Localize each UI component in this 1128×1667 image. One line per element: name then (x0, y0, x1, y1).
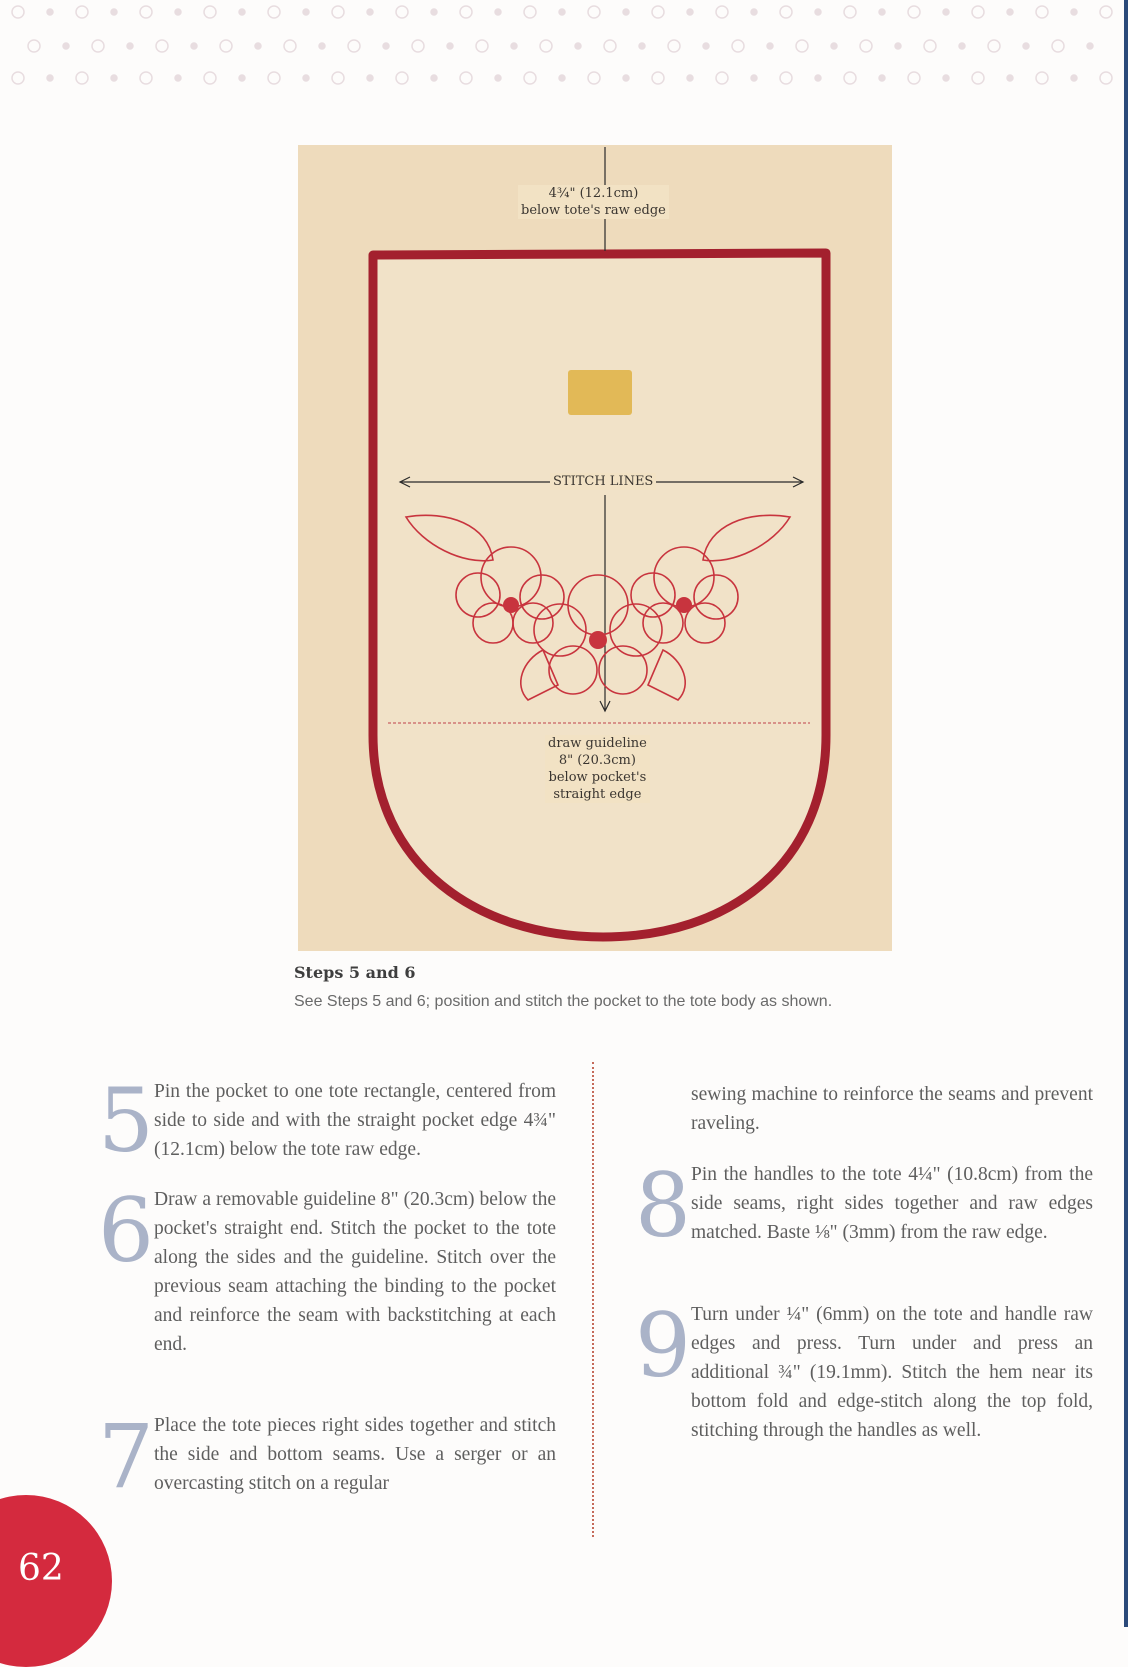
decorative-dot (140, 72, 152, 84)
decorative-dot (604, 40, 616, 52)
decorative-dot (332, 72, 344, 84)
decorative-dot (652, 72, 664, 84)
step-number: 8 (635, 1154, 691, 1257)
decorative-dot (239, 75, 245, 81)
decorative-dot (156, 40, 168, 52)
decorative-dot (12, 72, 24, 84)
decorative-dot (332, 6, 344, 18)
decorative-dot (191, 43, 197, 49)
decorative-dot (623, 9, 629, 15)
decorative-dot (175, 9, 181, 15)
decorative-dot (447, 43, 453, 49)
decorative-dot (495, 9, 501, 15)
guideline-line-3: below pocket's (548, 770, 647, 785)
top-measure-line-1: 4¾" (12.1cm) (548, 186, 639, 201)
decorative-dot (495, 75, 501, 81)
decorative-dot (815, 9, 821, 15)
decorative-dot (28, 40, 40, 52)
step-5 (98, 1069, 556, 1172)
top-measure-label (518, 185, 669, 219)
decorative-dot (815, 75, 821, 81)
decorative-dot (943, 9, 949, 15)
step-text: Place the tote pieces right sides together and stitch the side and bottom seams. Use a serger or an overcasting stitch on a regular (154, 1415, 556, 1494)
step-7 (98, 1405, 556, 1508)
step-number: 6 (98, 1179, 154, 1282)
decorative-dot (255, 43, 261, 49)
decorative-dot (716, 72, 728, 84)
decorative-dot (431, 9, 437, 15)
decorative-dot (220, 40, 232, 52)
decorative-dot (943, 75, 949, 81)
decorative-dot (687, 9, 693, 15)
step-number: 5 (98, 1069, 154, 1172)
dot-pattern-band (0, 0, 1128, 100)
decorative-dot (860, 40, 872, 52)
guideline-line-2: 8" (20.3cm) (558, 753, 636, 768)
decorative-dot (844, 6, 856, 18)
decorative-dot (63, 43, 69, 49)
decorative-dot (844, 72, 856, 84)
decorative-dot (348, 40, 360, 52)
guideline-label (545, 735, 650, 803)
step-text: Pin the handles to the tote 4¼" (10.8cm) from the side seams, right sides together and raw edges matched. Baste ⅛" (3mm) from the raw edge. (691, 1164, 1093, 1243)
decorative-dot (383, 43, 389, 49)
decorative-dot (76, 72, 88, 84)
decorative-dot (47, 75, 53, 81)
decorative-dot (831, 43, 837, 49)
decorative-dot (319, 43, 325, 49)
top-measure-line-2: below tote's raw edge (521, 203, 666, 218)
decorative-dot (972, 6, 984, 18)
decorative-dot (1071, 75, 1077, 81)
step-8 (635, 1154, 1093, 1257)
decorative-dot (367, 75, 373, 81)
decorative-dot (972, 72, 984, 84)
decorative-dot (1052, 40, 1064, 52)
column-divider (592, 1062, 594, 1537)
decorative-dot (412, 40, 424, 52)
tote-illustration (298, 145, 892, 951)
decorative-dot (780, 6, 792, 18)
decorative-dot (239, 9, 245, 15)
decorative-dot (284, 40, 296, 52)
decorative-dot (111, 9, 117, 15)
decorative-dot (204, 6, 216, 18)
decorative-dot (780, 72, 792, 84)
guideline-line-4: straight edge (553, 787, 642, 802)
guideline-line-1: draw guideline (548, 736, 647, 751)
decorative-dot (476, 40, 488, 52)
decorative-dot (623, 75, 629, 81)
step-text: Draw a removable guideline 8" (20.3cm) below the pocket's straight end. Stitch the pocket to the tote along the sides and the guideline. Stitch over the previous seam attaching the binding to the pocket and reinforce the seam with backstitching at each end. (154, 1189, 556, 1355)
decorative-dot (204, 72, 216, 84)
decorative-dot (988, 40, 1000, 52)
decorative-dot (751, 75, 757, 81)
step-number: 7 (98, 1405, 154, 1508)
step-6 (98, 1179, 556, 1359)
decorative-dot (431, 75, 437, 81)
page-edge (1124, 0, 1128, 1627)
decorative-dot (668, 40, 680, 52)
decorative-dot (92, 40, 104, 52)
decorative-dot (1036, 72, 1048, 84)
decorative-dot (895, 43, 901, 49)
decorative-dot (111, 75, 117, 81)
decorative-dot (1100, 6, 1112, 18)
decorative-dot (175, 75, 181, 81)
decorative-dot (703, 43, 709, 49)
decorative-dot (460, 72, 472, 84)
decorative-dot (396, 6, 408, 18)
step-7-continued (691, 1080, 1093, 1138)
step-text: sewing machine to reinforce the seams and prevent raveling. (691, 1084, 1093, 1134)
decorative-dot (303, 9, 309, 15)
decorative-dot (524, 72, 536, 84)
decorative-dot (796, 40, 808, 52)
decorative-dot (460, 6, 472, 18)
step-9 (635, 1294, 1093, 1445)
decorative-dot (652, 6, 664, 18)
page-number: 62 (18, 1548, 64, 1589)
decorative-dot (12, 6, 24, 18)
decorative-dot (268, 6, 280, 18)
decorative-dot (1023, 43, 1029, 49)
decorative-dot (716, 6, 728, 18)
decorative-dot (303, 75, 309, 81)
decorative-dot (396, 72, 408, 84)
decorative-dot (367, 9, 373, 15)
decorative-dot (76, 6, 88, 18)
decorative-dot (1100, 72, 1112, 84)
decorative-dot (639, 43, 645, 49)
decorative-dot (767, 43, 773, 49)
decorative-dot (908, 72, 920, 84)
decorative-dot (559, 9, 565, 15)
decorative-dot (879, 9, 885, 15)
decorative-dot (127, 43, 133, 49)
decorative-dot (575, 43, 581, 49)
decorative-dot (908, 6, 920, 18)
step-text: Turn under ¼" (6mm) on the tote and handle raw edges and press. Turn under and press an additional ¾" (19.1mm). Stitch the hem near its bottom fold and edge-stitch along the top fold, stitching through the handles as well. (691, 1304, 1093, 1441)
caption-text: See Steps 5 and 6; position and stitch the pocket to the tote body as shown. (294, 993, 833, 1010)
decorative-dot (751, 9, 757, 15)
decorative-dot (47, 9, 53, 15)
decorative-dot (140, 6, 152, 18)
decorative-dot (687, 75, 693, 81)
decorative-dot (732, 40, 744, 52)
stitch-lines-label: STITCH LINES (550, 473, 656, 490)
decorative-dot (879, 75, 885, 81)
decorative-dot (959, 43, 965, 49)
decorative-dot (1007, 75, 1013, 81)
decorative-dot (1071, 9, 1077, 15)
decorative-dot (1087, 43, 1093, 49)
decorative-dot (268, 72, 280, 84)
step-number: 9 (635, 1294, 691, 1397)
decorative-dot (559, 75, 565, 81)
decorative-dot (1007, 9, 1013, 15)
step-text: Pin the pocket to one tote rectangle, centered from side to side and with the straight pocket edge 4¾" (12.1cm) below the tote raw edge. (154, 1081, 556, 1160)
decorative-dot (1036, 6, 1048, 18)
tote-photo (298, 145, 892, 951)
decorative-dot (924, 40, 936, 52)
decorative-dot (540, 40, 552, 52)
decorative-dot (511, 43, 517, 49)
decorative-dot (588, 72, 600, 84)
caption-title: Steps 5 and 6 (294, 963, 416, 982)
decorative-dot (588, 6, 600, 18)
decorative-dot (524, 6, 536, 18)
